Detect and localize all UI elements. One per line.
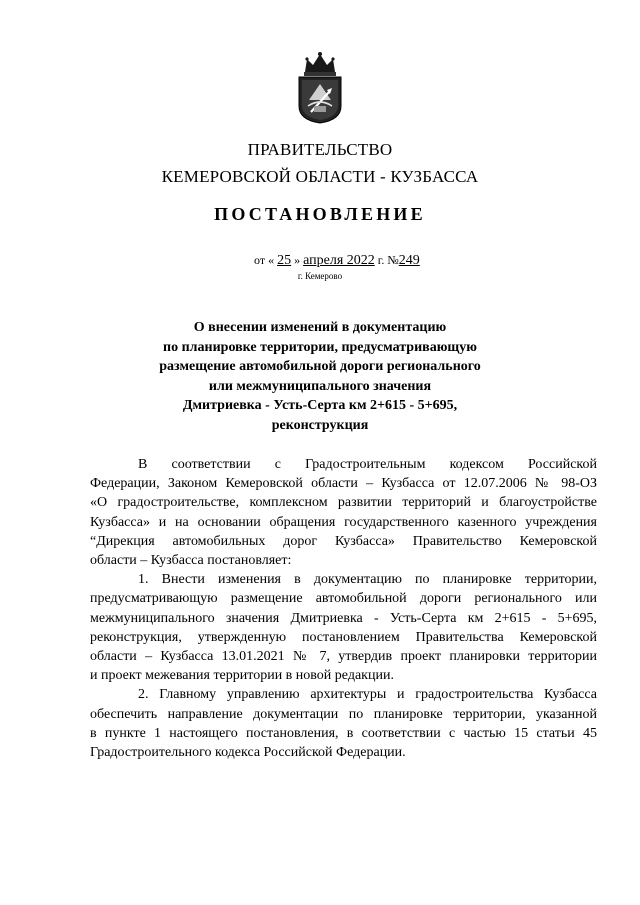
heading-line: О внесении изменений в документацию: [193, 320, 447, 335]
body-line: в пункте 1 настоящего постановления, в соответствии с частью 15 статьи 45: [90, 725, 597, 741]
item-1-paragraph: [90, 570, 597, 685]
document-heading: [0, 318, 640, 435]
heading-line: по планировке территории, предусматривающую: [163, 339, 477, 355]
date-month-year: апреля 2022: [303, 253, 375, 268]
heading-line: реконструкция: [271, 417, 369, 433]
body-line: области – Кузбасса постановляет:: [90, 553, 292, 569]
body-line: реконструкция, утвержденную постановлением Правительства Кемеровской: [90, 629, 597, 645]
government-name-line2: КЕМЕРОВСКОЙ ОБЛАСТИ - КУЗБАССА: [161, 167, 479, 186]
body-line: области – Кузбасса 13.01.2021 № 7, утвердив проект планировки территории: [90, 649, 597, 665]
body-line: 2. Главному управлению архитектуры и градостроительства Кузбасса: [138, 687, 597, 703]
date-separator: »: [294, 253, 301, 267]
body-line: В соответствии с Градостроительным кодексом Российской: [138, 457, 597, 472]
date-number-line: [254, 253, 420, 269]
city-name: г. Кемерово: [297, 271, 343, 281]
document-number: 249: [398, 253, 420, 268]
body-line: Кузбасса» и на основании обращения государственного казенного учреждения: [90, 514, 597, 530]
heading-line: размещение автомобильной дороги регионального: [159, 359, 481, 374]
body-line: “Дирекция автомобильных дорог Кузбасса» Правительство Кемеровской: [90, 533, 597, 549]
date-day: 25: [277, 253, 292, 268]
intro-paragraph: [90, 455, 597, 570]
heading-line: Дмитриевка - Усть-Серта км 2+615 - 5+695,: [182, 398, 458, 413]
document-body: [90, 455, 597, 762]
date-from-label: от «: [254, 253, 275, 267]
document-type-title: ПОСТАНОВЛЕНИЕ: [214, 204, 426, 224]
body-line: обеспечить направление документации по планировке территории, указанной: [90, 706, 597, 722]
body-line: предусматривающую размещение автомобильной дороги регионального или: [90, 591, 597, 607]
body-line: 1. Внести изменения в документацию по планировке территории,: [138, 572, 597, 588]
date-year-suffix: г.: [377, 253, 385, 267]
heading-line: или межмуниципального значения: [208, 378, 432, 394]
body-line: Градостроительного кодекса Российской Федерации.: [90, 745, 406, 761]
coat-of-arms-icon: [296, 50, 344, 124]
government-name-line1: ПРАВИТЕЛЬСТВО: [247, 140, 393, 159]
item-2-paragraph: [90, 685, 597, 762]
document-number-prefix: №: [387, 253, 399, 267]
body-line: и проект межевания территории в новой редакции.: [90, 668, 394, 684]
body-line: «О градостроительстве, комплексном развитии территорий и благоустройстве: [90, 495, 597, 511]
body-line: Федерации, Законом Кемеровской области – Кузбасса от 12.07.2006 № 98-ОЗ: [90, 476, 597, 492]
body-line: межмуниципального значения Дмитриевка - Усть-Серта км 2+615 - 5+695,: [90, 610, 597, 626]
